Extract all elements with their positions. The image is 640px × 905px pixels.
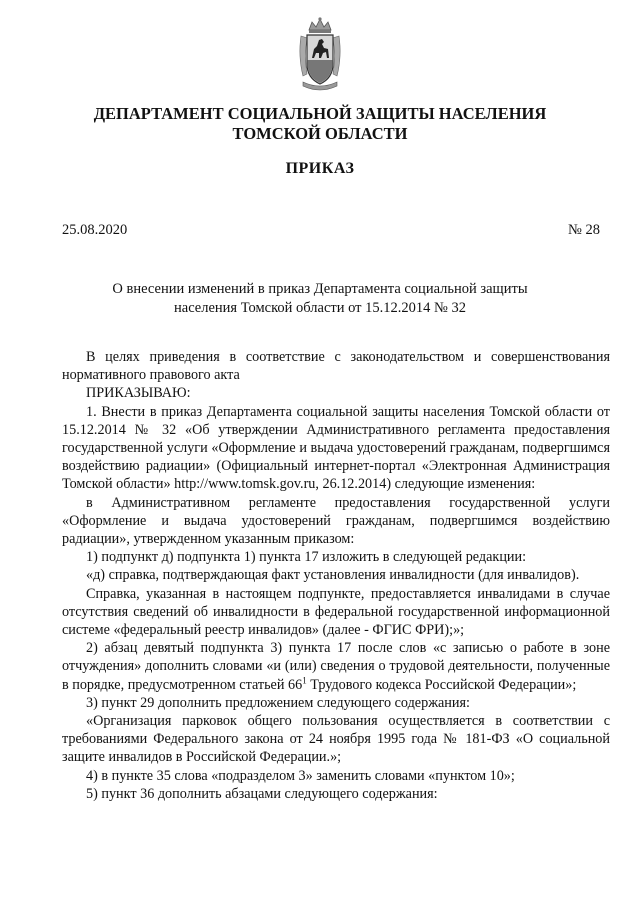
organization-name-line2: ТОМСКОЙ ОБЛАСТИ — [232, 124, 408, 143]
paragraph-subitem-4: 4) в пункте 35 слова «подразделом 3» заменить словами «пунктом 10»; — [86, 767, 515, 784]
paragraph-item-1: 1. Внести в приказ Департамента социальной защиты населения Томской области от 15.12.2014 № 32 «Об утверждении Административного регламента предоставления государственной услуги «Оформление и выдача удостоверений гражданам, подвергшимся воздействию радиации» (Официальный интернет-портал «Электронная Администрация Томской области» http://www.tomsk.gov.ru, 26.12.2014) следующие изменения: — [62, 403, 610, 493]
paragraph-order-word: ПРИКАЗЫВАЮ: — [86, 385, 191, 402]
coat-of-arms-emblem — [297, 16, 343, 94]
paragraph-subitem-5: 5) пункт 36 дополнить абзацами следующего содержания: — [86, 785, 438, 802]
article-superscript: 1 — [302, 674, 307, 685]
paragraph-certificate: Справка, указанная в настоящем подпункте, предоставляется инвалидами в случае отсутствия сведений об инвалидности в федеральной государственной информационной системе «федеральный реестр инвалидов» (далее - ФГИС ФРИ);»; — [62, 585, 610, 639]
paragraph-regulation: в Административном регламенте предоставления государственной услуги «Оформление и выдача удостоверений гражданам, подвергшимся воздействию радиации», утвержденном указанным приказом: — [62, 494, 610, 548]
organization-name — [0, 104, 640, 144]
subject-line1: О внесении изменений в приказ Департамента социальной защиты — [112, 281, 528, 297]
document-type: ПРИКАЗ — [285, 160, 355, 177]
paragraph-subitem-d: «д) справка, подтверждающая факт установления инвалидности (для инвалидов). — [86, 567, 580, 584]
document-body — [62, 348, 610, 803]
paragraph-subitem-2-tail: Трудового кодекса Российской Федерации»; — [306, 676, 577, 693]
document-date: 25.08.2020 — [62, 222, 128, 238]
paragraph-subitem-3: 3) пункт 29 дополнить предложением следующего содержания: — [86, 694, 470, 711]
paragraph-parking: «Организация парковок общего пользования осуществляется в соответствии с требованиями Федерального закона от 24 ноября 1995 года № 181-ФЗ «О социальной защите инвалидов в Российской Федерации.»; — [62, 713, 610, 766]
document-subject — [0, 280, 640, 318]
paragraph-preamble: В целях приведения в соответствие с законодательством и совершенствования нормативного правового акта — [62, 349, 610, 384]
subject-line2: населения Томской области от 15.12.2014 № 32 — [174, 300, 466, 316]
document-number: № 28 — [568, 222, 600, 238]
organization-name-line1: ДЕПАРТАМЕНТ СОЦИАЛЬНОЙ ЗАЩИТЫ НАСЕЛЕНИЯ — [93, 104, 547, 123]
paragraph-subitem-1: 1) подпункт д) подпункта 1) пункта 17 изложить в следующей редакции: — [86, 549, 527, 566]
paragraph-subitem-2 — [62, 639, 610, 694]
paragraph-subitem-2-text: 2) абзац девятый подпункта 3) пункта 17 после слов «с записью о работе в зоне отчуждения» дополнить словами «и (или) сведения о трудовой деятельности, полученные в порядке, предусмотренном статьей 66 — [62, 640, 610, 693]
